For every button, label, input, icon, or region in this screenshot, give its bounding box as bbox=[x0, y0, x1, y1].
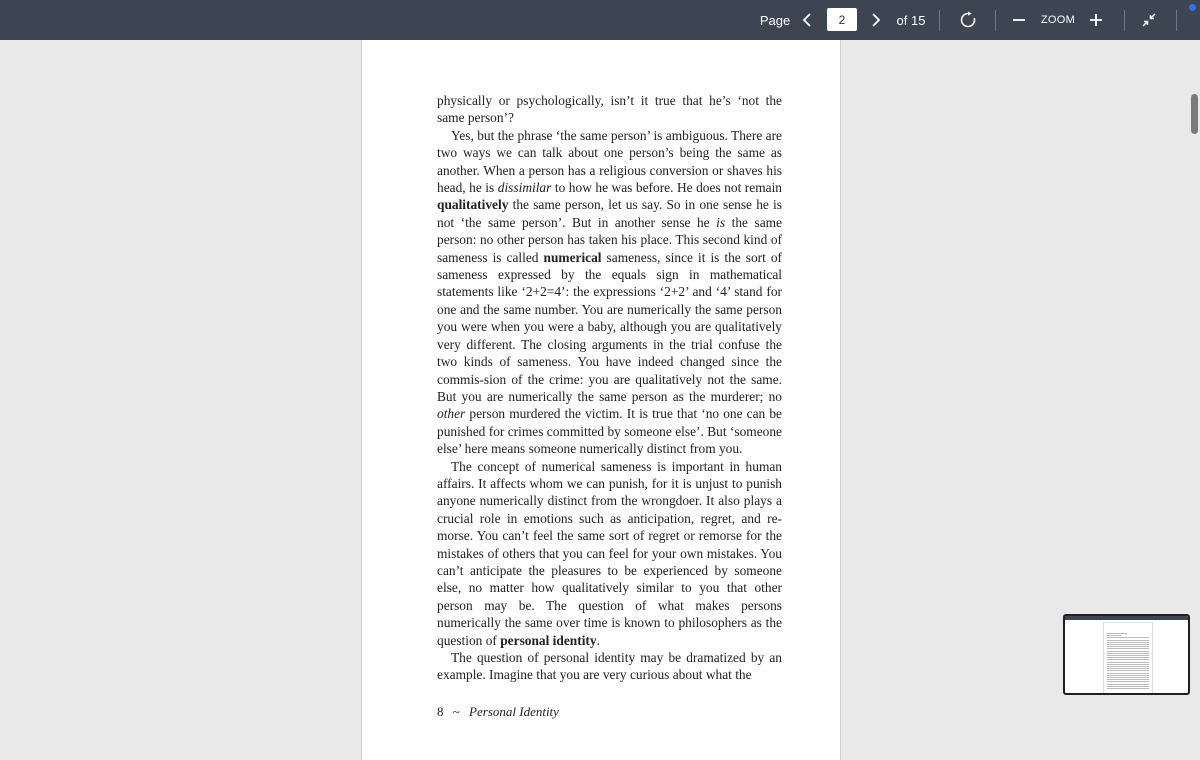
thumbnail-line bbox=[1107, 684, 1149, 685]
thumbnail-line bbox=[1107, 644, 1149, 645]
page-label: Page bbox=[759, 12, 791, 28]
thumbnail-line bbox=[1107, 648, 1149, 649]
thumbnail-line bbox=[1107, 670, 1149, 671]
collapse-arrows-icon[interactable] bbox=[1139, 0, 1159, 40]
paragraph bbox=[437, 458, 782, 649]
thumbnail-line bbox=[1107, 635, 1121, 636]
thumbnail-line bbox=[1107, 642, 1149, 643]
thumbnail-toolbar bbox=[1065, 616, 1188, 620]
page-count: of 15 bbox=[896, 12, 926, 28]
text-run: to how he was before. He does not remain bbox=[551, 180, 782, 196]
thumbnail-line bbox=[1107, 681, 1149, 682]
italic-term: dissimilar bbox=[497, 180, 552, 196]
thumbnail-line bbox=[1107, 673, 1149, 674]
toolbar-divider bbox=[1176, 10, 1177, 31]
thumbnail-line bbox=[1107, 659, 1149, 660]
thumbnail-line bbox=[1107, 664, 1149, 665]
page-footer bbox=[437, 704, 559, 720]
toolbar-divider bbox=[1124, 10, 1125, 31]
footer-page-number: 8 bbox=[437, 704, 444, 719]
thumbnail-line bbox=[1107, 662, 1149, 663]
italic-term: is bbox=[716, 214, 726, 230]
toolbar bbox=[0, 0, 1200, 40]
toolbar-divider bbox=[939, 10, 940, 31]
chevron-left-icon[interactable] bbox=[797, 0, 817, 40]
bold-term: numerical bbox=[543, 249, 602, 265]
thumbnail-line bbox=[1107, 675, 1149, 676]
plus-icon[interactable] bbox=[1087, 0, 1105, 40]
paragraph bbox=[437, 92, 782, 127]
text-run: the same person, let us say. So in one sense he is not ‘the same person’. But in another sense he bbox=[437, 197, 782, 230]
notification-dot bbox=[1189, 4, 1196, 11]
document-page bbox=[361, 40, 841, 760]
footer-separator: ~ bbox=[452, 704, 460, 719]
page-thumbnail[interactable] bbox=[1063, 614, 1190, 695]
bold-term: personal identity bbox=[500, 632, 597, 648]
page-text bbox=[437, 92, 782, 684]
thumbnail-line bbox=[1107, 637, 1149, 638]
paragraph bbox=[437, 649, 782, 684]
thumbnail-page bbox=[1103, 622, 1153, 694]
page-number-input[interactable] bbox=[827, 8, 857, 31]
thumbnail-line bbox=[1107, 646, 1149, 647]
thumbnail-line bbox=[1107, 640, 1149, 641]
thumbnail-line bbox=[1107, 688, 1149, 689]
chevron-right-icon[interactable] bbox=[866, 0, 886, 40]
text-run: physically or psychologically, isn’t it true that he’s ‘not the same person’? bbox=[437, 93, 782, 126]
thumbnail-line bbox=[1107, 651, 1149, 652]
bold-term: qualitatively bbox=[437, 197, 509, 213]
text-run: The concept of numerical sameness is important in human affairs. It affects whom we can punish, for it is unjust to punish anyone numerically distinct from the wrongdoer. It also plays a crucial role in emotions such as anticipation, regret, and re-morse. You can’t feel the same sort of regret or remorse for the mistakes of others that you can feel for your own mistakes. You can’t anticipate the pleasures to be experienced by someone else, no matter how qualitatively similar to you that other person may be. The question of what makes persons numerically the same over time is known to philosophers as the question of bbox=[437, 458, 782, 648]
thumbnail-line bbox=[1107, 655, 1149, 656]
minus-icon[interactable] bbox=[1010, 0, 1028, 40]
text-run: The question of personal identity may be dramatized by an example. Imagine that you are very curious about what the bbox=[437, 650, 782, 683]
italic-term: other bbox=[437, 406, 466, 422]
scrollbar-thumb[interactable] bbox=[1191, 94, 1198, 134]
thumbnail-line bbox=[1107, 666, 1149, 667]
text-run: person murdered the victim. It is true that ‘no one can be punished for crimes committed by someone else’. But ‘someone else’ here means someone numerically distinct from you. bbox=[437, 406, 782, 457]
thumbnail-line bbox=[1107, 677, 1149, 678]
thumbnail-line bbox=[1107, 679, 1149, 680]
thumbnail-line bbox=[1107, 633, 1127, 634]
zoom-label: ZOOM bbox=[1040, 14, 1076, 26]
text-run: the same person: no other person has taken his place. This second kind of sameness is called bbox=[437, 214, 782, 265]
thumbnail-line bbox=[1107, 668, 1149, 669]
footer-title: Personal Identity bbox=[469, 704, 559, 719]
toolbar-divider bbox=[995, 10, 996, 31]
rotate-icon[interactable] bbox=[956, 0, 980, 40]
text-run: Yes, but the phrase ‘the same person’ is ambiguous. There are two ways we can talk about one person’s being the same as another. When a person has a religious conversion or shaves his head, he is bbox=[437, 127, 782, 196]
text-run: sameness, since it is the sort of sameness expressed by the equals sign in mathematical statements like ‘2+2=4’: the expressions ‘2+2’ and ‘4’ stand for one and the same number. You are numerically the same person you were when you were a baby, although you are qualitatively very different. The closing arguments in the trial confuse the two kinds of sameness. You have indeed changed since the commis-sion of the crime: you are qualitatively not the same. But you are numerically the same person as the murderer; no bbox=[437, 249, 783, 404]
text-run: . bbox=[596, 632, 600, 648]
thumbnail-line bbox=[1107, 657, 1149, 658]
paragraph bbox=[437, 127, 782, 458]
thumbnail-line bbox=[1107, 686, 1149, 687]
thumbnail-line bbox=[1107, 653, 1149, 654]
